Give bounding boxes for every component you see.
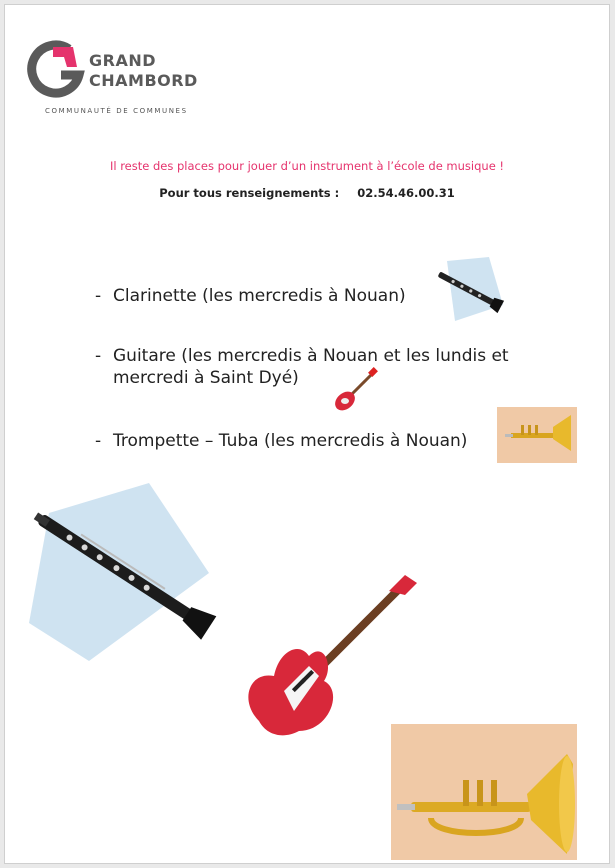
intro-text: Il reste des places pour jouer d’un instrument à l’école de musique ! xyxy=(109,159,505,173)
item-text-line1: Guitare (les mercredis à Nouan et les lundis et xyxy=(113,346,509,366)
clarinet-small-icon xyxy=(429,255,509,325)
item-text: Clarinette (les mercredis à Nouan) xyxy=(113,286,406,306)
contact-line xyxy=(5,186,609,200)
trumpet-large-icon xyxy=(391,724,577,860)
guitar-large-icon xyxy=(239,571,429,741)
guitar-small-icon xyxy=(331,367,379,413)
logo-g-mark-icon xyxy=(27,39,87,99)
logo-subtitle: COMMUNAUTÉ DE COMMUNES xyxy=(45,107,188,115)
item-text-line2: mercredi à Saint Dyé) xyxy=(113,368,299,388)
logo-line1: GRAND xyxy=(89,51,157,70)
contact-phone: 02.54.46.00.31 xyxy=(357,186,455,200)
item-text: Trompette – Tuba (les mercredis à Nouan) xyxy=(113,431,468,451)
logo-line2: CHAMBORD xyxy=(89,71,198,90)
clarinet-large-icon xyxy=(29,483,219,663)
list-dash: - xyxy=(95,346,102,366)
list-dash: - xyxy=(95,286,102,306)
list-dash: - xyxy=(95,431,102,451)
trumpet-small-icon xyxy=(497,407,577,463)
logo-wordmark xyxy=(89,51,198,91)
grand-chambord-logo xyxy=(27,39,207,121)
contact-label: Pour tous renseignements : xyxy=(159,186,340,200)
flyer-page xyxy=(4,4,610,864)
